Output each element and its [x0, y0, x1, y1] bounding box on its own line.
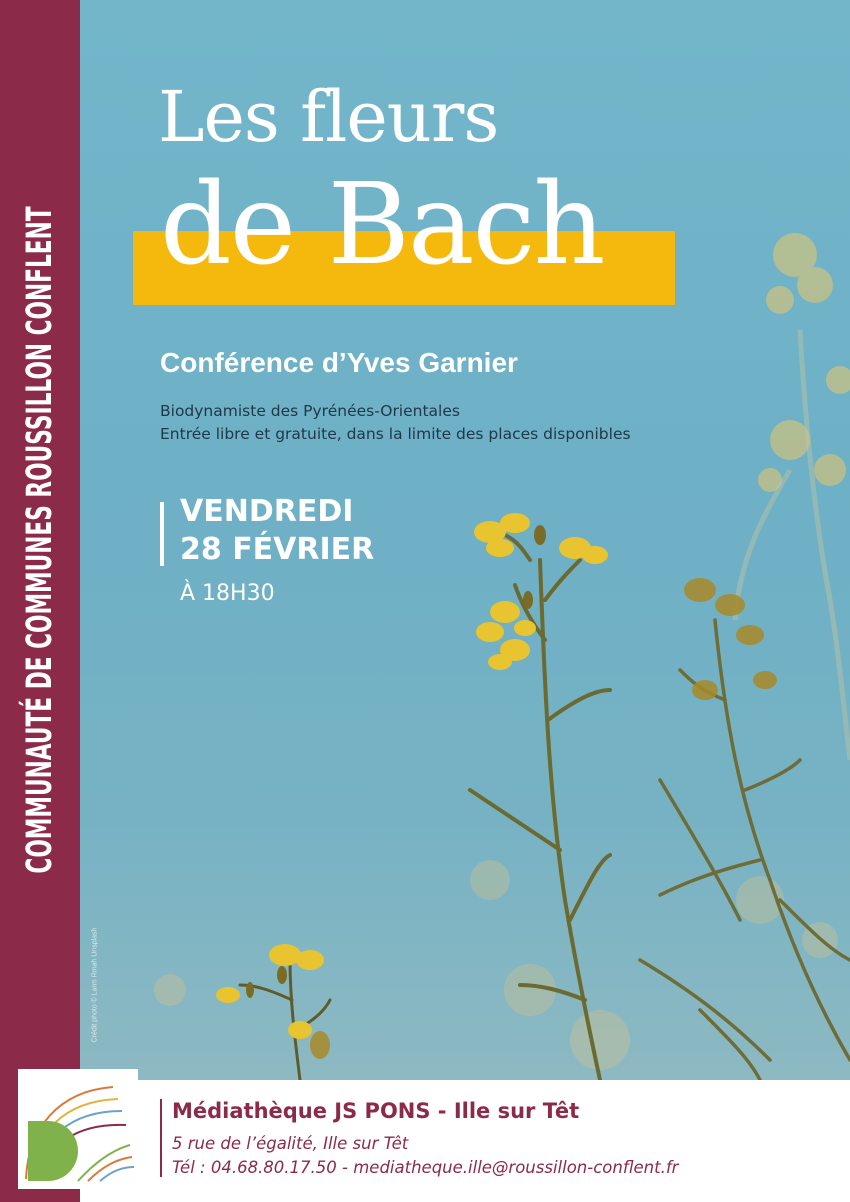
footer-divider [160, 1099, 162, 1177]
event-day: VENDREDI [180, 494, 354, 529]
venue-address: 5 rue de l’égalité, Ille sur Têt [172, 1134, 409, 1153]
entry-conditions: Entrée libre et gratuite, dans la limite des places disponibles [160, 425, 631, 443]
organization-name: COMMUNAUTÉ DE COMMUNES ROUSSILLON CONFLENT [20, 206, 60, 874]
event-time: À 18H30 [180, 581, 275, 606]
logo [18, 1069, 138, 1189]
venue-contact[interactable]: Tél : 04.68.80.17.50 - mediatheque.ille@roussillon-conflent.fr [172, 1158, 679, 1177]
date-accent-bar [160, 502, 164, 566]
event-info [160, 400, 631, 446]
title-line-1: Les fleurs [158, 76, 499, 158]
event-date [180, 493, 374, 569]
conference-subtitle: Conférence d’Yves Garnier [160, 347, 518, 378]
event-day-date: 28 FÉVRIER [180, 532, 375, 567]
venue-name: Médiathèque JS PONS - Ille sur Têt [172, 1099, 580, 1123]
photo-credit: Crédit photo © Larm Rmah Unsplash [91, 927, 99, 1043]
speaker-description: Biodynamiste des Pyrénées-Orientales [160, 402, 460, 420]
community-logo-icon [18, 1069, 138, 1189]
title-line-2: de Bach [160, 160, 604, 290]
